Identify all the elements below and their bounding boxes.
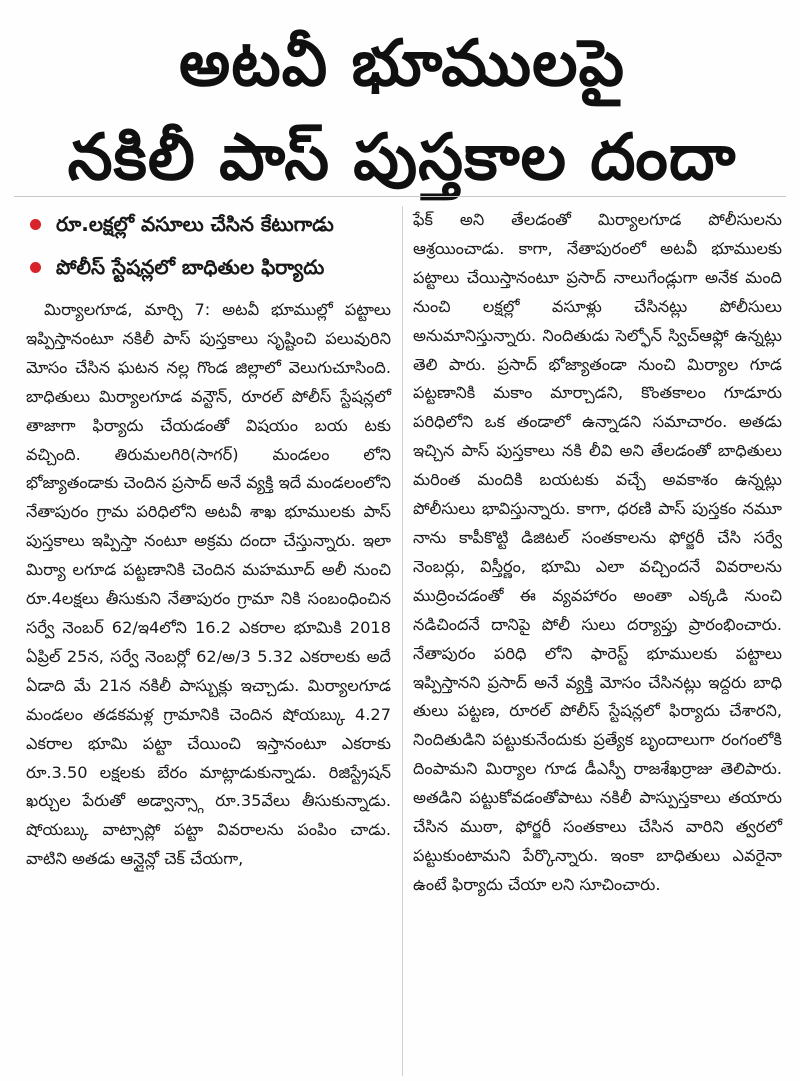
subheading-bullet [26,206,391,243]
article-body-left: మిర్యాలగూడ, మార్చి 7: అటవీ భూముల్లో పట్టాలు ఇప్పిస్తానంటూ నకిలీ పాస్ పుస్తకాలు సృష్టించి పలువురిని మోసం చేసిన ఘటన నల్ల గొండ జిల్లాలో వెలుగుచూసింది. బాధితులు మిర్యాలగూడ వన్టౌన్, రూరల్ పోలీస్ స్టేషన్లలో తాజాగా ఫిర్యాదు చేయడంతో విషయం బయ టకు వచ్చింది. తిరుమలగిరి(సాగర్) మండలం లోని భోజ్యాతండాకు చెందిన ప్రసాద్ అనే వ్యక్తి ఇదే మండలంలోని నేతాపురం గ్రామ పరిధిలోని అటవీ శాఖ భూములకు పాస్ పుస్తకాలు ఇప్పిస్తా నంటూ అక్రమ దందా చేస్తున్నారు. ఇలా మిర్యా లగూడ పట్టణానికి చెందిన మహమూద్ అలీ నుంచి రూ.4లక్షలు తీసుకుని నేతాపురం గ్రామా నికి సంబంధించిన సర్వే నెంబర్ 62/ఇ4లోని 16.2 ఎకరాల భూమికి 2018 ఏప్రిల్ 25న, సర్వే నెంబర్లో 62/అ/3 5.32 ఎకరాలకు అదే ఏడాది మే 21న నకిలీ పాస్బుక్లు ఇచ్చాడు. మిర్యాలగూడ మండలం తడకమళ్ల గ్రామానికి చెందిన షోయబ్కు 4.27 ఎకరాల భూమి పట్టా చేయించి ఇస్తానంటూ ఎకరాకు రూ.3.50 లక్షలకు బేరం మాట్లాడుకున్నాడు. రిజిస్ట్రేషన్ ఖర్చుల పేరుతో అడ్వాన్స్గా రూ.35వేలు తీసుకున్నాడు. షోయబ్కు వాట్సాప్లో పట్టా వివరాలను పంపిం చాడు. వాటిని అతడు ఆన్లైన్లో చెక్ చేయగా, [26,300,391,869]
headline-line-2: నకిలీ పాస్ పుస్తకాల దందా [67,121,737,195]
headline-divider [14,196,786,197]
subheading-bullets [26,206,391,286]
article-column-left [26,206,393,1076]
subheading-text: పోలీస్ స్టేషన్లలో బాధితుల ఫిర్యాదు [56,255,325,279]
red-bullet-icon [30,262,41,273]
subheading-text: రూ.లక్షల్లో వసూలు చేసిన కేటుగాడు [56,212,334,236]
article-body-right: ఫేక్ అని తేలడంతో మిర్యాలగూడ పోలీసులను ఆశ్రయించాడు. కాగా, నేతాపురంలో అటవీ భూములకు పట్టాలు చేయిస్తానంటూ ప్రసాద్ నాలుగేండ్లుగా అనేక మంది నుంచి లక్షల్లో వసూళ్లు చేసినట్లు పోలీసులు అనుమానిస్తున్నారు. నిందితుడు సెల్ఫోన్ స్విచ్ఆఫ్లో ఉన్నట్లు తెలి పారు. ప్రసాద్ భోజ్యాతండా నుంచి మిర్యాల గూడ పట్టణానికి మకాం మార్చాడని, కొంతకాలం గూడూరు పరిధిలోని ఒక తండాలో ఉన్నాడని సమాచారం. అతడు ఇచ్చిన పాస్ పుస్తకాలు నకి లీవి అని తేలడంతో బాధితులు మరింత మందికి బయటకు వచ్చే అవకాశం ఉన్నట్లు పోలీసులు భావిస్తున్నారు. కాగా, ధరణి పాస్ పుస్తకం నమూ నాను కాపీకొట్టి డిజిటల్ సంతకాలను ఫోర్జరీ చేసి సర్వే నెంబర్లు, విస్తీర్ణం, భూమి ఎలా వచ్చిందనే వివరాలను ముద్రించడంతో ఈ వ్యవహారం అంతా ఎక్కడి నుంచి నడిచిందనే దానిపై పోలీ సులు దర్యాప్తు ప్రారంభించారు. నేతాపురం పరిధి లోని ఫారెస్ట్ భూములకు పట్టాలు ఇప్పిస్తానని ప్రసాద్ అనే వ్యక్తి మోసం చేసినట్లు ఇద్దరు బాధి తులు పట్టణ, రూరల్ పోలీస్ స్టేషన్లలో ఫిర్యాదు చేశారని, నిందితుడిని పట్టుకునేందుకు ప్రత్యేక బృందాలుగా రంగంలోకి దింపామని మిర్యాల గూడ డీఎస్పీ రాజశేఖర్రాజు తెలిపారు. అతడిని పట్టుకోవడంతోపాటు నకిలీ పాస్పుస్తకాలు తయారు చేసిన ముఠా, ఫోర్జరీ సంతకాలు చేసిన వారిని త్వరలో పట్టుకుంటామని పేర్కొన్నారు. ఇంకా బాధితులు ఎవరైనా ఉంటే ఫిర్యాదు చేయా లని సూచించారు. [413,210,782,894]
headline [18,18,786,206]
headline-line-1: అటవీ భూములపై [179,27,625,101]
red-bullet-icon [30,219,41,230]
subheading-bullet [26,249,391,286]
article-column-right [402,206,782,1076]
article-columns [26,206,782,1076]
